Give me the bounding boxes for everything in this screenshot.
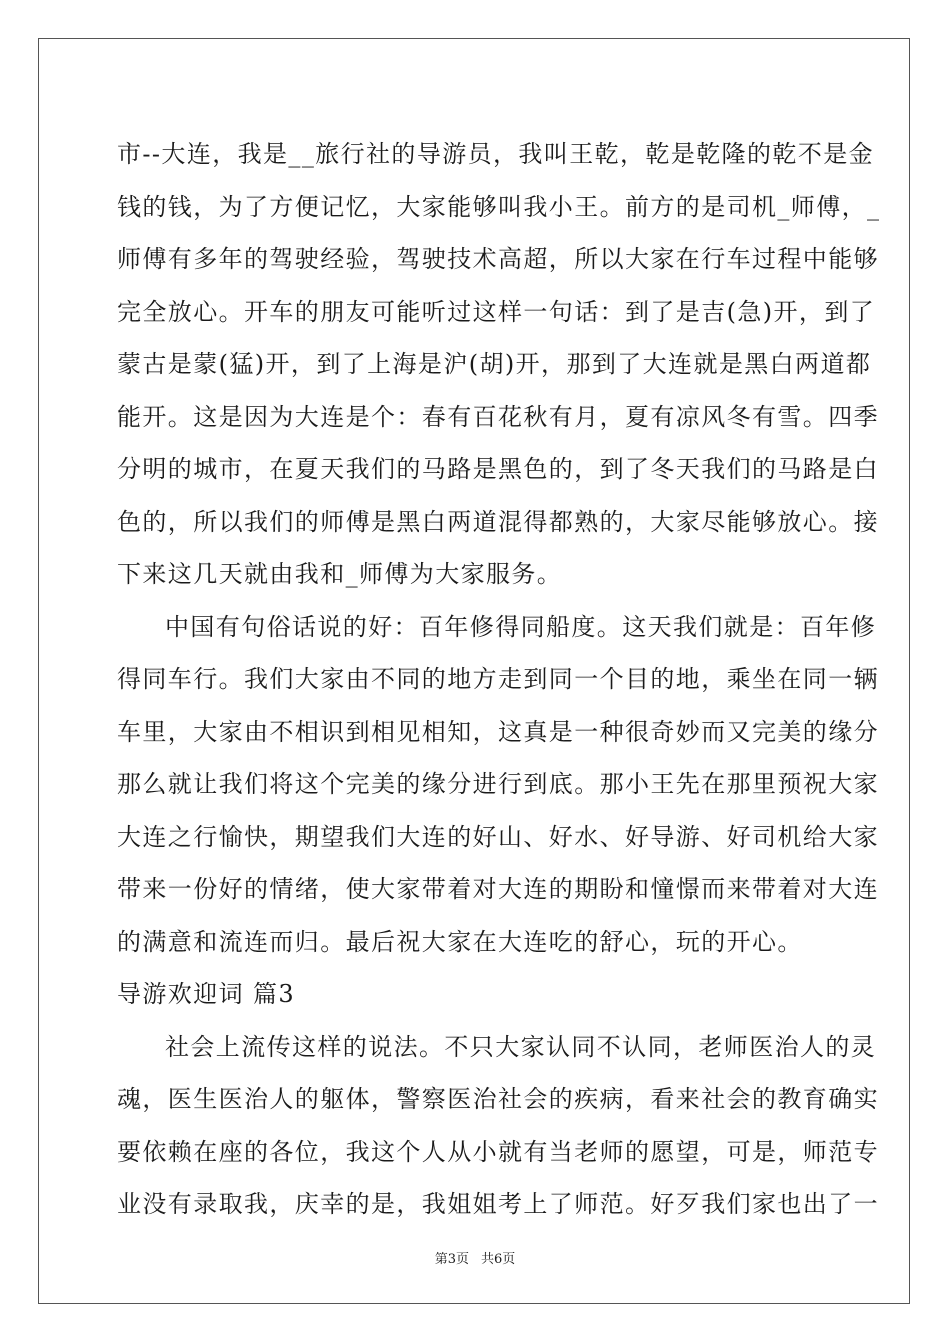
text-line: 大连之行愉快，期望我们大连的好山、好水、好导游、好司机给大家	[117, 822, 879, 851]
text-line: 魂，医生医治人的躯体，警察医治社会的疾病，看来社会的教育确实	[117, 1085, 879, 1113]
section-heading: 导游欢迎词 篇3	[117, 980, 296, 1008]
text-line: 得同车行。我们大家由不同的地方走到同一个目的地，乘坐在同一辆	[117, 665, 879, 693]
paragraph-start-line: 中国有句俗话说的好：百年修得同船度。这天我们就是：百年修	[165, 612, 877, 641]
text-line: 钱的钱，为了方便记忆，大家能够叫我小王。前方的是司机_师傅，_	[117, 192, 881, 221]
text-line: 下来这几天就由我和_师傅为大家服务。	[117, 560, 563, 588]
text-line: 要依赖在座的各位，我这个人从小就有当老师的愿望，可是，师范专	[117, 1137, 879, 1166]
text-line: 分明的城市，在夏天我们的马路是黑色的，到了冬天我们的马路是白	[117, 455, 879, 483]
text-line: 市--大连，我是__旅行社的导游员，我叫王乾，乾是乾隆的乾不是金	[117, 140, 875, 168]
text-line: 的满意和流连而归。最后祝大家在大连吃的舒心，玩的开心。	[117, 927, 803, 956]
text-line: 蒙古是蒙(猛)开，到了上海是沪(胡)开，那到了大连就是黑白两道都	[117, 350, 872, 378]
text-line: 完全放心。开车的朋友可能听过这样一句话：到了是吉(急)开，到了	[117, 297, 876, 326]
paragraph-start-line: 社会上流传这样的说法。不只大家认同不认同，老师医治人的灵	[165, 1032, 877, 1061]
text-line: 师傅有多年的驾驶经验，驾驶技术高超，所以大家在行车过程中能够	[117, 245, 879, 273]
text-line: 色的，所以我们的师傅是黑白两道混得都熟的，大家尽能够放心。接	[117, 507, 879, 536]
page-number-total: 共6页	[481, 1252, 516, 1267]
text-line: 业没有录取我，庆幸的是，我姐姐考上了师范。好歹我们家也出了一	[117, 1190, 879, 1218]
document-body	[117, 128, 881, 1231]
text-line: 带来一份好的情绪，使大家带着对大连的期盼和憧憬而来带着对大连	[117, 875, 879, 903]
text-line: 车里，大家由不相识到相见相知，这真是一种很奇妙而又完美的缘分	[117, 717, 879, 746]
text-line: 那么就让我们将这个完美的缘分进行到底。那小王先在那里预祝大家	[117, 770, 879, 798]
page-number-current: 第3页	[434, 1252, 469, 1267]
page-footer	[0, 1248, 950, 1267]
text-line: 能开。这是因为大连是个：春有百花秋有月，夏有凉风冬有雪。四季	[117, 402, 879, 431]
